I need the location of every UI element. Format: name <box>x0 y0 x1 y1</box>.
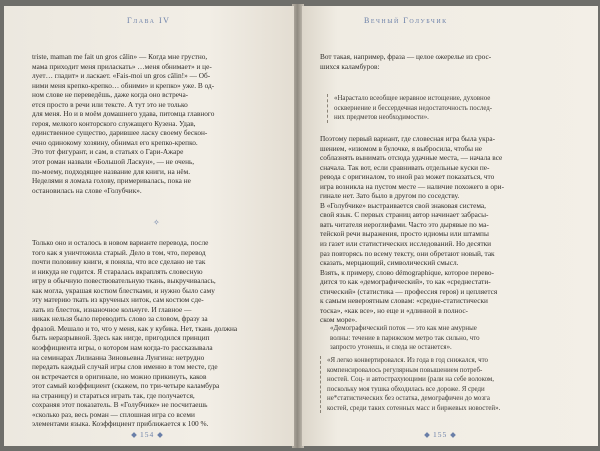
quote-block-1 <box>327 94 574 123</box>
text-line: игру в обычную повествовательную ткань, выкручивалась, <box>32 276 216 286</box>
text-line: единственное существо, дарившее ласку своему бескон- <box>32 128 208 138</box>
text-line: сказать, мерцающий, символический смысл. <box>320 258 459 268</box>
text-line: Неделями я ломала голову, примеривалась, пока не <box>32 176 191 186</box>
right-intro <box>320 52 576 71</box>
left-paragraph-1 <box>32 52 272 195</box>
text-line: ечно одинокому хозяину, обнимал его крепко-крепко. <box>32 137 198 147</box>
text-line: «Нарастало всеобщее неравное истощение, духовное <box>334 95 491 102</box>
book-spread <box>4 0 598 451</box>
left-page-number: 154 <box>128 430 166 439</box>
text-line: triste, maman me fait un gros câlin» — Когда мне грустно, <box>32 52 208 61</box>
text-line: сохраняя этот показатель. В «Голубчике» не посчитаешь <box>32 400 208 410</box>
text-line: не*статистических без остатка, демографичен до мозга <box>327 395 490 403</box>
text-line: костей, среди таких сотенных масс и биржевых новостей». <box>327 404 501 412</box>
text-line: Поэтому первый вариант, где словесная игра была укра- <box>320 134 496 143</box>
text-line: шением, «изюмом в булочке, я выбросила, чтобы не <box>320 143 482 153</box>
text-line: быть неразрывной. Здесь как нигде, пригодился принцип <box>32 333 210 343</box>
text-line: коэффициента игры, о котором нам когда-то рассказывала <box>32 343 213 353</box>
text-line: из газет или статистических исследований. Но десятки <box>320 239 492 249</box>
text-line: ном слове не переведёшь, даже когда оно встреча- <box>32 90 189 100</box>
text-line: Вот такая, например, фраза — целое ожерелье из срос- <box>320 52 492 61</box>
text-line: на страницу) и стараться играть так, где получается, <box>32 390 195 400</box>
text-line: тоска», «как все», но еще и «длинной в полнос- <box>320 305 468 315</box>
text-line: гинале нет. Зато было в другом по соседству. <box>320 191 460 201</box>
diamond-icon <box>424 432 430 438</box>
diamond-icon <box>157 432 163 438</box>
text-line: сначала. Так вот, если сравнивать отдельные куски пе- <box>320 162 490 172</box>
text-line: на семинарах Лилианна Зиновьевна Лунгина: нетрудно <box>32 352 205 362</box>
text-line: фразой. Мешало и то, что у меня, как у кубика. Нет, ткань должна <box>32 323 238 333</box>
text-line: мама приходит меня приласкать» …меня обнимает» и це- <box>32 61 212 71</box>
text-line: волны: течение в парижском метро так сильно, что <box>330 334 480 342</box>
text-line: этот роман назвали «Большой Ласкун», — не очень, <box>32 157 195 167</box>
text-line: и никуда не годится. Я старалась вкраплять словесную <box>32 266 203 276</box>
text-line: дится то как «демографический», то как «среднестати- <box>320 277 491 287</box>
text-line: осквернение и бессердечная недостаточность послед- <box>334 104 493 112</box>
right-body <box>320 134 576 325</box>
right-running-head: Вечный Голубчик <box>364 16 448 25</box>
text-line: передать каждый случай игры слов именно в том месте, где <box>32 362 218 372</box>
text-line: них предметов необходимости». <box>334 114 429 122</box>
text-line: раз повторясь по всему тексту, они обретают новый, так <box>320 248 495 258</box>
text-line: ском море». <box>320 315 357 325</box>
text-line: «сколько раз, весь роман — сплошная игра со всеми <box>32 409 195 419</box>
text-line: В «Голубчике» выстраивается свой знаковая система, <box>320 200 486 210</box>
text-line: тейской речи выражения, просто идиомы или штампы <box>320 229 489 239</box>
quote-block-2 <box>320 324 586 353</box>
text-line: ревода с оригиналом, то иной раз может показаться, что <box>320 172 495 182</box>
text-line: Это тот фигурант, и сам, в статьях о Гари-Ажаре <box>32 147 184 157</box>
text-line: по-моему, подходящее название для книги, на нём. <box>32 166 191 176</box>
text-line: Взять, к примеру, слово démographique, которое перево- <box>320 267 494 277</box>
text-line: ностей. Соц- и автострахующими (рали на себе волоком, <box>327 376 495 384</box>
text-line: эту материю ткать из крученых ниток, сам костюм сде- <box>32 295 204 305</box>
right-page-number: 155 <box>421 430 459 439</box>
text-line: свой язык. С первых страниц автор начинает забрасы- <box>320 210 489 220</box>
text-line: остановилась на слове «Голубчик». <box>32 185 142 195</box>
text-line: Только оно и осталось в новом варианте перевода, после <box>32 238 209 247</box>
text-line: лать из блесток, изнаночное кольчуге. И главное — <box>32 304 192 314</box>
text-line: ется просто в речи или тексте. А тут это не только <box>32 99 188 109</box>
section-separator-icon: ✧ <box>153 218 160 227</box>
text-line: компенсировалось регулярным повышением потреб- <box>327 366 483 374</box>
text-line: ними меня крепко-крепко… обними» и крепко» уже. В од- <box>32 80 215 90</box>
text-line: этот самый коэффициент (скажем, по три-четыре каламбура <box>32 381 220 391</box>
text-line: поскольку моя тушка обходилась все дороже. Я среди <box>327 385 485 393</box>
text-line: стический» (статистика — профессия героя) и цепляется <box>320 286 498 296</box>
text-line: к самым невероятным словам: «средне-статистически <box>320 296 488 306</box>
text-line: лует… гладит» и ласкает. «Fais-moi un gros câlin!» — Об- <box>32 71 211 81</box>
text-line: шихся каламбуров: <box>320 61 380 71</box>
text-line: «Я легко конвертировался. Из года в год снижался, что <box>327 357 488 364</box>
text-line: «Демографический поток — это как мне амурные <box>330 325 477 332</box>
left-running-head: Глава IV <box>127 16 171 25</box>
text-line: он встречается в оригинале, но можно прикинуть, каков <box>32 371 207 381</box>
text-line: для меня. Но и в моём домашнего удава, питомца главного <box>32 109 215 119</box>
text-line: героя, мелкого конторского служащего Кузена. Удав, <box>32 118 196 128</box>
right-page <box>302 6 598 446</box>
text-line: того как я уничтожила старый. Дело в том, что, перевод <box>32 247 206 257</box>
text-line: элементами языка. Коэффициент приближается к 100 %. <box>32 419 209 429</box>
text-line: почти половину книги, я поняла, что все сделано не так <box>32 257 206 267</box>
text-line: запросто утонешь, и следа не останется». <box>330 344 452 352</box>
quote-block-3 <box>320 356 577 413</box>
text-line: игра возникла на пустом месте — наличие похожего в ори- <box>320 181 505 191</box>
left-paragraph-2 <box>32 238 272 429</box>
diamond-icon <box>131 432 137 438</box>
text-line: вать читателя иероглифами. Часто это дырявые по ма- <box>320 219 489 229</box>
text-line: как могла, украшая костюм блестками, и нужно было саму <box>32 285 215 295</box>
text-line: соблазнять вынимать отсюда удачные места, — начала все <box>320 153 503 163</box>
left-page <box>4 6 294 446</box>
text-line: никак нельзя было переводить слово за словом, фразу за <box>32 314 208 324</box>
diamond-icon <box>450 432 456 438</box>
